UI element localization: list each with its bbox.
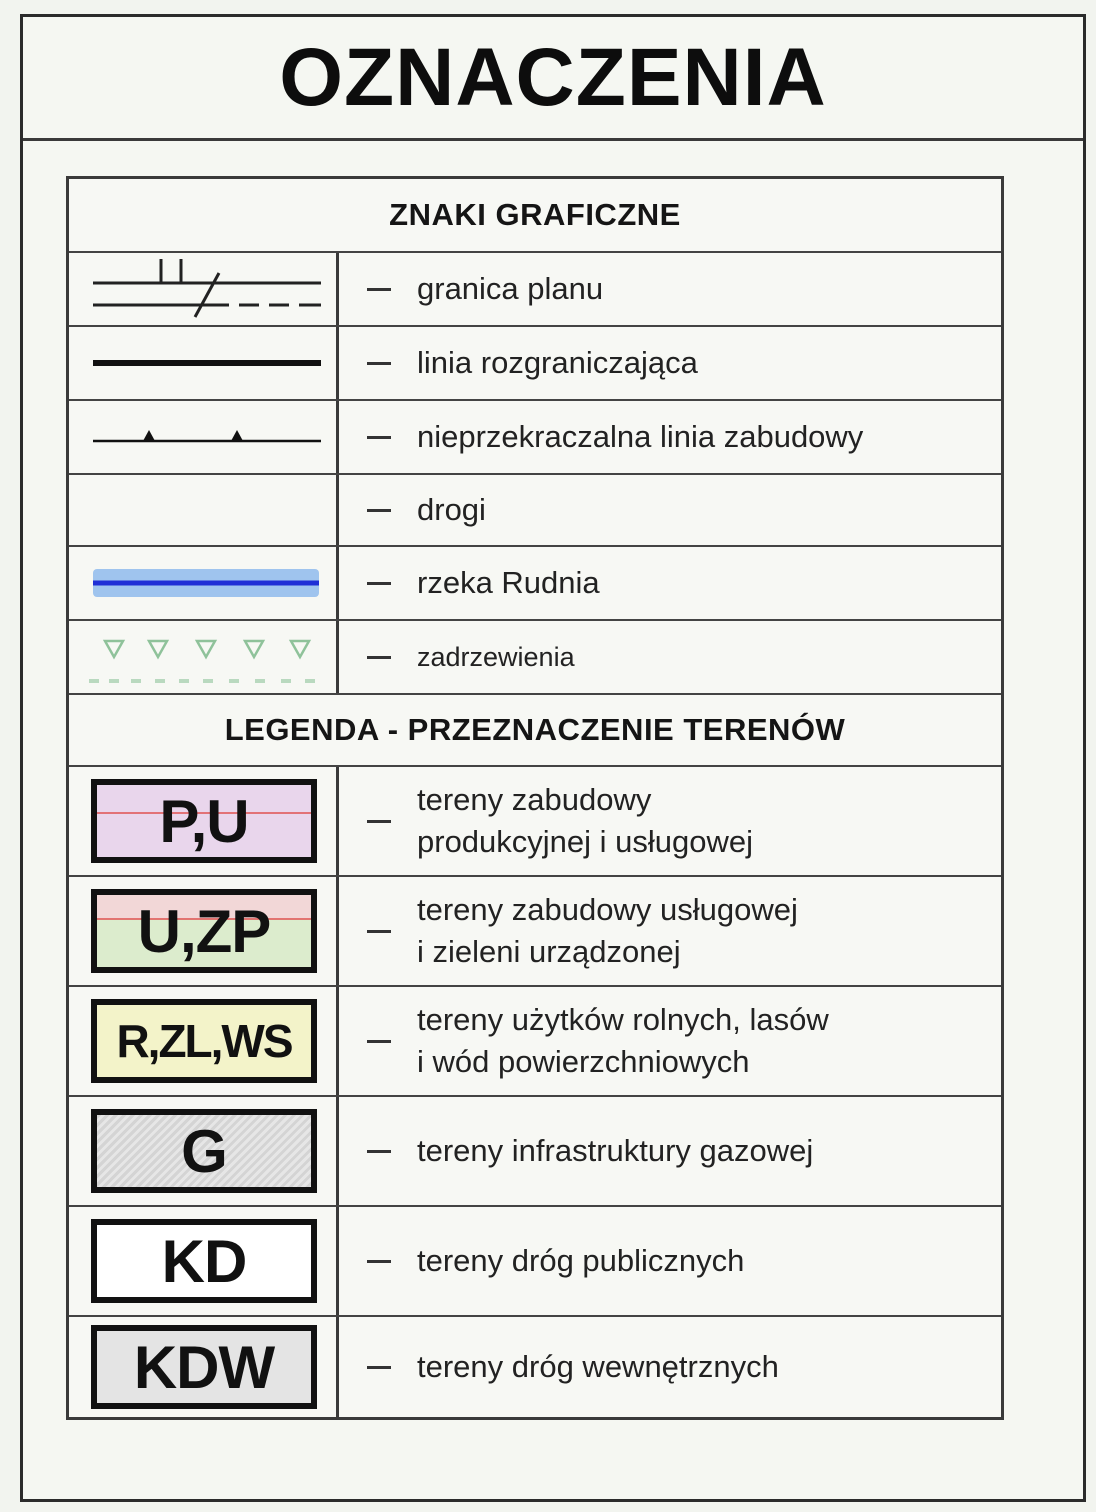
zone-badge-rzlws xyxy=(91,999,317,1083)
plan-boundary-desc xyxy=(339,253,1001,325)
zone-desc-line1: tereny infrastruktury gazowej xyxy=(417,1133,814,1168)
zone-desc-line1: tereny dróg publicznych xyxy=(417,1243,745,1278)
legend-row-uzp xyxy=(69,877,1001,987)
legend-title: OZNACZENIA xyxy=(279,31,827,123)
dash-separator xyxy=(367,1366,391,1369)
legend-row-demarcation-line xyxy=(69,327,1001,401)
zone-code: KDW xyxy=(133,1333,275,1401)
building-line-symbol xyxy=(69,401,339,473)
building-line-desc xyxy=(339,401,1001,473)
zone-desc-line1: tereny zabudowy usługowej xyxy=(417,892,798,927)
kd-symbol xyxy=(69,1207,339,1315)
zone-description xyxy=(417,779,753,863)
zone-desc-line2: i wód powierzchniowych xyxy=(417,1044,750,1079)
legend-row-pu xyxy=(69,767,1001,877)
zone-description xyxy=(417,1240,744,1282)
zone-badge-kd xyxy=(91,1219,317,1303)
legend-row-trees xyxy=(69,621,1001,695)
dash-separator xyxy=(367,582,391,585)
graphic-sign-label: rzeka Rudnia xyxy=(417,565,600,600)
dash-separator xyxy=(367,820,391,823)
dash-separator xyxy=(367,1260,391,1263)
legend-row-river xyxy=(69,547,1001,621)
river-symbol xyxy=(69,547,339,619)
roads-desc xyxy=(339,475,1001,545)
zone-desc-line2: i zieleni urządzonej xyxy=(417,934,681,969)
zone-code: R,ZL,WS xyxy=(116,1015,292,1067)
zone-description xyxy=(417,1130,813,1172)
dash-separator xyxy=(367,362,391,365)
legend-row-roads xyxy=(69,475,1001,547)
legend-row-building-line xyxy=(69,401,1001,475)
dash-separator xyxy=(367,288,391,291)
zone-code: KD xyxy=(161,1227,247,1295)
graphic-sign-label: granica planu xyxy=(417,271,604,306)
legend-table xyxy=(66,176,1004,1420)
zone-code: U,ZP xyxy=(137,897,271,965)
graphic-sign-label: nieprzekraczalna linia zabudowy xyxy=(417,419,864,454)
kdw-symbol xyxy=(69,1317,339,1417)
legend-row-rzlws xyxy=(69,987,1001,1097)
zone-description xyxy=(417,889,798,973)
plan-boundary-symbol xyxy=(69,253,339,325)
legend-row-plan-boundary xyxy=(69,253,1001,327)
trees-symbol xyxy=(69,621,339,693)
graphic-sign-label: linia rozgraniczająca xyxy=(417,345,698,380)
dash-separator xyxy=(367,930,391,933)
zone-desc-line2: produkcyjnej i usługowej xyxy=(417,824,754,859)
rzlws-symbol xyxy=(69,987,339,1095)
dash-separator xyxy=(367,1040,391,1043)
dash-separator xyxy=(367,509,391,512)
uzp-symbol xyxy=(69,877,339,985)
graphic-sign-label: drogi xyxy=(417,492,486,527)
zone-code: P,U xyxy=(159,787,249,855)
zone-desc-line1: tereny dróg wewnętrznych xyxy=(417,1349,779,1384)
roads-symbol xyxy=(69,475,339,545)
graphic-sign-label: zadrzewienia xyxy=(417,642,575,672)
river-desc xyxy=(339,547,1001,619)
legend-row-g xyxy=(69,1097,1001,1207)
zone-description xyxy=(417,1346,779,1388)
legend-row-kdw xyxy=(69,1317,1001,1417)
zone-badge-pu xyxy=(91,779,317,863)
g-symbol xyxy=(69,1097,339,1205)
zone-badge-kdw xyxy=(91,1325,317,1409)
zone-code: G xyxy=(181,1117,227,1185)
dash-separator xyxy=(367,436,391,439)
zone-desc-line1: tereny użytków rolnych, lasów xyxy=(417,1002,829,1037)
zone-description xyxy=(417,999,829,1083)
dash-separator xyxy=(367,1150,391,1153)
rzlws-desc xyxy=(339,987,1001,1095)
title-band xyxy=(23,17,1083,141)
graphic-signs-header xyxy=(69,179,1001,253)
dash-separator xyxy=(367,656,391,659)
pu-symbol xyxy=(69,767,339,875)
zoning-header-label: LEGENDA - PRZEZNACZENIE TERENÓW xyxy=(224,712,846,747)
demarcation-line-symbol xyxy=(69,327,339,399)
uzp-desc xyxy=(339,877,1001,985)
zoning-header xyxy=(69,695,1001,767)
kd-desc xyxy=(339,1207,1001,1315)
zone-badge-g xyxy=(91,1109,317,1193)
zone-badge-uzp xyxy=(91,889,317,973)
kdw-desc xyxy=(339,1317,1001,1417)
legend-row-kd xyxy=(69,1207,1001,1317)
graphic-signs-header-label: ZNAKI GRAFICZNE xyxy=(389,197,681,232)
demarcation-line-desc xyxy=(339,327,1001,399)
pu-desc xyxy=(339,767,1001,875)
g-desc xyxy=(339,1097,1001,1205)
zone-desc-line1: tereny zabudowy xyxy=(417,782,652,817)
trees-desc xyxy=(339,621,1001,693)
